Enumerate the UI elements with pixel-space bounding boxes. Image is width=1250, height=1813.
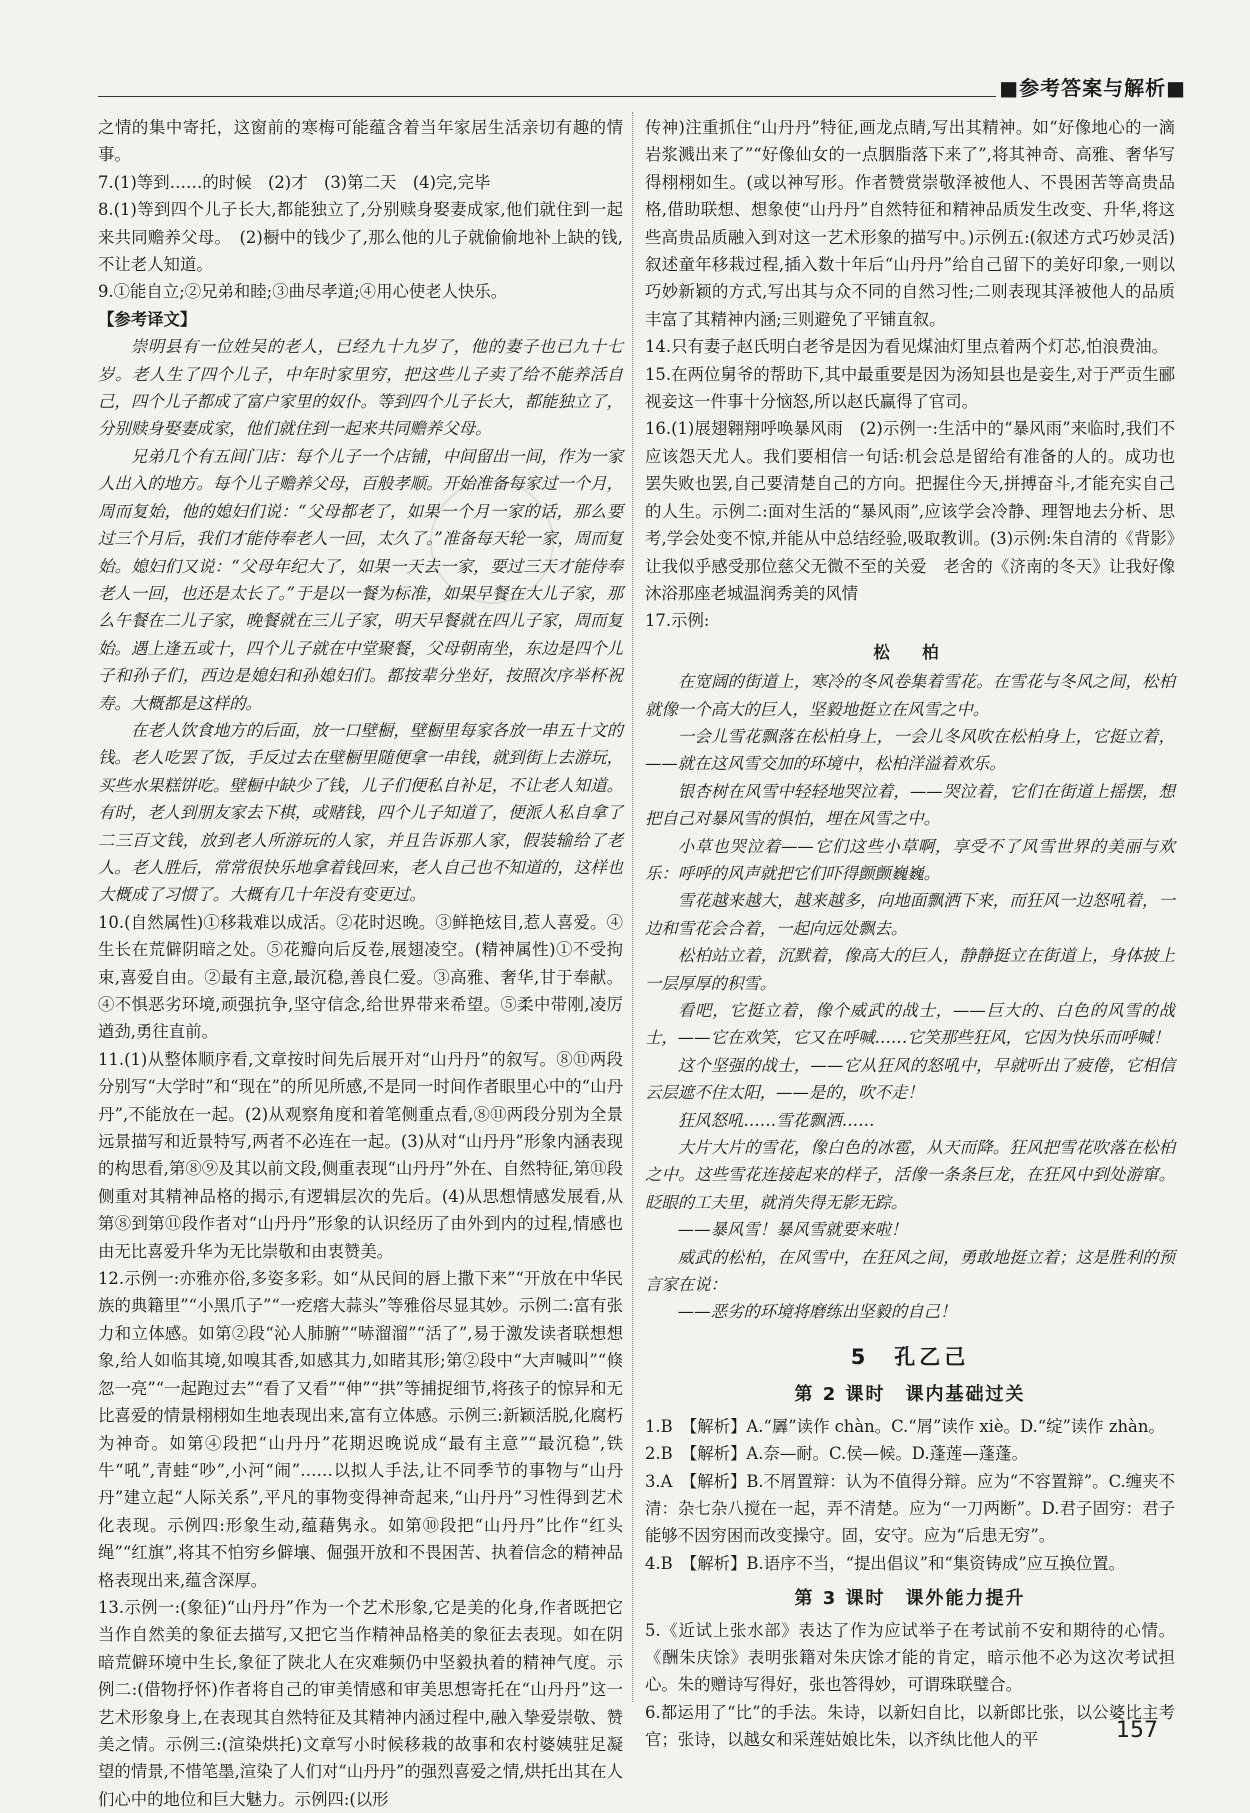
header-rule [98,96,996,97]
essay-paragraph: 一会儿雪花飘落在松柏身上，一会儿冬风吹在松柏身上，它挺立着，——就在这风雪交加的环境中，松柏洋溢着欢乐。 [645,726,1175,774]
answer-q1: 1.B 【解析】A.“羼”读作 chàn。C.“屑”读作 xiè。D.“绽”读作 zhàn。 [645,1416,1165,1436]
answer-q6: 6.都运用了“比”的手法。朱诗，以新妇自比，以新郎比张，以公婆比主考官；张诗，以越女和采莲姑娘比朱，以齐纨比他人的平 [645,1702,1175,1750]
answer-16: 16.(1)展翅翱翔呼唤暴风雨 (2)示例一:生活中的“暴风雨”来临时,我们不应该怨天尤人。我们要相信一句话:机会总是留给有准备的人的。成功也罢失败也罢,自己要清楚自己的方向。把握住今天,拼搏奋斗,才能充实自己的人生。示例二:面对生活的“暴风雨”,应该学会冷静、理智地去分析、思考,学会处变不惊,并能从中总结经验,吸取教训。(3)示例:朱自清的《背影》让我似乎感受那位慈父无微不至的关爱 老舍的《济南的冬天》让我好像沐浴那座老城温润秀美的风情 [645,419,1175,603]
page-number: 157 [1116,1718,1158,1743]
answer-7: 7.(1)等到……的时候 (2)才 (3)第二天 (4)完,完毕 [98,172,491,192]
section-title-lesson3: 第 3 课时 课外能力提升 [794,1588,1026,1610]
left-column [98,114,623,1813]
answer-13: 13.示例一:(象征)“山丹丹”作为一个艺术形象,它是美的化身,作者既把它当作自然美的象征去描写,又把它当作精神品格美的象征去表现。如在阴暗荒僻环境中生长,象征了陕北人在灾难频仍中坚毅执着的精神气度。示例二:(借物抒怀)作者将自己的审美情感和审美思想寄托在“山丹丹”这一艺术形象身上,在表现其自然特征及其精神内涵过程中,融入挚爱崇敬、赞美之情。示例三:(渲染烘托)文章写小时候移栽的故事和农村婆姨驻足凝望的情景,不惜笔墨,渲染了人们对“山丹丹”的强烈喜爱之情,烘托出其在人们心中的地位和巨大魅力。示例四:(以形 [98,1597,623,1809]
answer-q2: 2.B 【解析】A.奈—耐。C.侯—候。D.蓬莲—蓬蓬。 [645,1444,1028,1464]
answer-15: 15.在两位舅爷的帮助下,其中最重要是因为汤知县也是妾生,对于严贡生郦视妾这一件事十分恼怒,所以赵氏赢得了官司。 [645,364,1175,412]
translation-block [98,333,623,909]
column-divider [632,112,633,1702]
right-column [645,114,1175,1754]
answer-q5: 5.《近试上张水部》表达了作为应试举子在考试前不安和期待的心情。《酬朱庆馀》表明张籍对朱庆馀才能的肯定，暗示他不必为这次考试担心。朱的赠诗写得好，张也答得妙，可谓珠联璧合。 [645,1620,1175,1695]
translation-paragraph: 崇明县有一位姓吴的老人，已经九十九岁了，他的妻子也已九十七岁。老人生了四个儿子，中年时家里穷，把这些儿子卖了给不能养活自己，四个儿子都成了富户家里的奴仆。等到四个儿子长大，都能独立了，分别赎身娶妻成家，他们就住到一起来共同赡养父母。 [98,337,623,439]
essay-paragraph: 在宽阔的街道上，寒冷的冬风卷集着雪花。在雪花与冬风之间，松柏就像一个高大的巨人，坚毅地挺立在风雪之中。 [645,672,1175,719]
answer-9: 9.①能自立;②兄弟和睦;③曲尽孝道;④用心使老人快乐。 [98,282,508,302]
essay-paragraph: 这个坚强的战士，——它从狂风的怒吼中，早就听出了疲倦，它相信云层遮不住太阳，——是的，吹不走！ [645,1055,1175,1103]
essay-paragraph: 银杏树在风雪中轻轻地哭泣着，——哭泣着，它们在街道上摇摆，想把自己对暴风雪的惧怕，埋在风雪之中。 [645,781,1175,829]
answer-13-cont: 传神)注重抓住“山丹丹”特征,画龙点睛,写出其精神。如“好像地心的一滴岩浆溅出来了”“好像仙女的一点胭脂落下来了”,将其神奇、高雅、奢华写得栩栩如生。(或以神写形。作者赞赏崇敬泽被他人、不畏困苦等高贵品格,借助联想、想象使“山丹丹”自然特征和精神品质发生改变、升华,将这些高贵品质融入到对这一艺术形象的描写中。)示例五:(叙述方式巧妙灵活)叙述童年移栽过程,插入数十年后“山丹丹”给自己留下的美好印象,一则以巧妙新颖的方式,写出其与众不同的自然习性;二则表现其泽被他人的品质丰富了其精神内涵;三则避免了平铺直叙。 [645,118,1175,329]
essay-paragraph: 威武的松柏，在风雪中，在狂风之间，勇敢地挺立着；这是胜利的预言家在说： [645,1247,1175,1295]
answer-line: 之情的集中寄托，这窗前的寒梅可能蕴含着当年家居生活亲切有趣的情事。 [98,118,623,165]
essay-paragraph: 雪花越来越大，越来越多，向地面飘洒下来，而狂风一边怒吼着，一边和雪花会合着，一起向远处飘去。 [645,891,1175,938]
answer-8: 8.(1)等到四个儿子长大,都能独立了,分别赎身娶妻成家,他们就住到一起来共同赡养父母。 (2)橱中的钱少了,那么他的儿子就偷偷地补上缺的钱,不让老人知道。 [98,200,623,275]
essay-paragraph: 小草也哭泣着——它们这些小草啊，享受不了风雪世界的美丽与欢乐：呼呼的风声就把它们吓得颤颤巍巍。 [645,836,1175,883]
answer-12: 12.示例一:亦雅亦俗,多姿多彩。如“从民间的唇上撒下来”“开放在中华民族的典籍里”“小黑爪子”“一疙瘩大蒜头”等雅俗尽显其妙。示例二:富有张力和立体感。如第②段“沁人肺腑”“哧溜溜”“活了”,易于激发读者联想想象,给人如临其境,如嗅其香,如感其力,如睹其形;第②段中“大声喊叫”“倏忽一亮”“一起跑过去”“看了又看”“伸”“拱”等捕捉细节,将孩子的惊异和无比喜爱的情景栩栩如生地表现出来,富有立体感。示例三:新颖活脱,化腐朽为神奇。如第④段把“山丹丹”花期迟晚说成“最有主意”“最沉稳”,铁牛“吼”,青蛙“吵”,小河“闹”……以拟人手法,让不同季节的事物与“山丹丹”建立起“人际关系”,平凡的事物变得神奇起来,“山丹丹”习性得到艺术化表现。示例四:形象生动,蕴藉隽永。如第⑩段把“山丹丹”比作“红头绳”“红旗”,将其不怕穷乡僻壤、倔强开放和不畏困苦、执着信念的精神品格表现出来,蕴含深厚。 [98,1269,623,1590]
answer-10: 10.(自然属性)①移栽难以成活。②花时迟晚。③鲜艳炫目,惹人喜爱。④生长在荒僻阴暗之处。⑤花瓣向后反卷,展翅凌空。(精神属性)①不受拘束,喜爱自由。②最有主意,最沉稳,善良仁爱。③高雅、奢华,甘于奉献。④不惧恶劣环境,顽强抗争,坚守信念,给世界带来希望。⑤柔中带刚,凌厉遒劲,勇往直前。 [98,912,623,1042]
lesson-title: 5 孔乙己 [850,1344,970,1369]
answer-11: 11.(1)从整体顺序看,文章按时间先后展开对“山丹丹”的叙写。⑧⑪两段分别写“大学时”和“现在”的所见所感,不是同一时间作者眼里心中的“山丹丹”,不能放在一起。(2)从观察角度和着笔侧重点看,⑧⑪两段分别为全景远景描写和近景特写,两者不必连在一起。(3)从对“山丹丹”形象内涵表现的构思看,第⑧⑨及其以前文段,侧重表现“山丹丹”外在、自然特征,第⑪段侧重对其精神品格的揭示,有逻辑层次的先后。(4)从思想情感发展看,从第⑧到第⑪段作者对“山丹丹”形象的认识经历了由外到内的过程,情感也由无比喜爱升华为无比崇敬和由衷赞美。 [98,1049,623,1261]
answer-14: 14.只有妻子赵氏明白老爷是因为看见煤油灯里点着两个灯芯,怕浪费油。 [645,337,1168,357]
answer-q4: 4.B 【解析】B.语序不当，“提出倡议”和“集资铸成”应互换位置。 [645,1553,1126,1573]
answer-17: 17.示例: [645,611,710,631]
essay-paragraph: 狂风怒吼……雪花飘洒…… [677,1110,875,1130]
translation-paragraph: 在老人饮食地方的后面，放一口壁橱，壁橱里每家各放一串五十文的钱。老人吃罢了饭，手反过去在壁橱里随便拿一串钱，就到街上去游玩，买些水果糕饼吃。壁橱中缺少了钱，儿子们便私自补足，不让老人知道。有时，老人到朋友家去下棋，或赌钱，四个儿子知道了，便派人私自拿了二三百文钱，放到老人所游玩的人家，并且告诉那人家，假装输给了老人。老人胜后，常常很快乐地拿着钱回来，老人自己也不知道的，这样也大概成了习惯了。大概有几十年没有变更过。 [98,720,623,905]
answer-q3: 3.A 【解析】B.不屑置辩：认为不值得分辩。应为“不容置辩”。C.缠夹不清：杂七杂八搅在一起，弄不清楚。应为“一刀两断”。D.君子固穷：君子能够不因穷困而改变操守。固，安守。应为“后患无穷”。 [645,1471,1175,1546]
essay-paragraph: 松柏站立着，沉默着，像高大的巨人，静静挺立在街道上，身体披上一层厚厚的积雪。 [645,946,1175,993]
section-title-lesson2: 第 2 课时 课内基础过关 [794,1384,1026,1406]
essay-paragraph: ——暴风雪！暴风雪就要来啦！ [677,1220,908,1240]
essay-body [645,668,1175,1326]
essay-paragraph: 大片大片的雪花，像白色的冰雹，从天而降。狂风把雪花吹落在松柏之中。这些雪花连接起来的样子，活像一条条巨龙，在狂风中到处游窜。眨眼的工夫里，就消失得无影无踪。 [645,1138,1175,1212]
translation-paragraph: 兄弟几个有五间门店：每个儿子一个店铺，中间留出一间，作为一家人出入的地方。每个儿子赡养父母，百般孝顺。开始准备每家过一个月，周而复始，他的媳妇们说：“父母都老了，如果一个月一家的话，那么要过三个月后，我们才能侍奉老人一回，太久了。”准备每天轮一家，周而复始。媳妇们又说：“父母年纪大了，如果一天去一家，要过三天才能侍奉老人一回，也还是太长了。”于是以一餐为标准，如果早餐在大儿子家，那么午餐在二儿子家，晚餐就在三儿子家，明天早餐就在四儿子家，周而复始。遇上逢五或十，四个儿子就在中堂聚餐，父母朝南坐，东边是四个儿子和孙子们，西边是媳妇和孙媳妇们。都按辈分坐好，按照次序举杯祝寿。大概都是这样的。 [98,446,623,713]
essay-title: 松 柏 [873,642,947,662]
essay-paragraph: ——恶劣的环境将磨练出坚毅的自己！ [677,1302,957,1322]
header-title: ■参考答案与解析■ [999,76,1186,100]
essay-paragraph: 看吧，它挺立着，像个威武的战士，——巨大的、白色的风雪的战士，——它在欢笑，它又在呼喊……它笑那些狂风，它因为快乐而呼喊！ [645,1001,1175,1048]
translation-label: 【参考译文】 [98,309,197,329]
page-header [98,72,1186,98]
